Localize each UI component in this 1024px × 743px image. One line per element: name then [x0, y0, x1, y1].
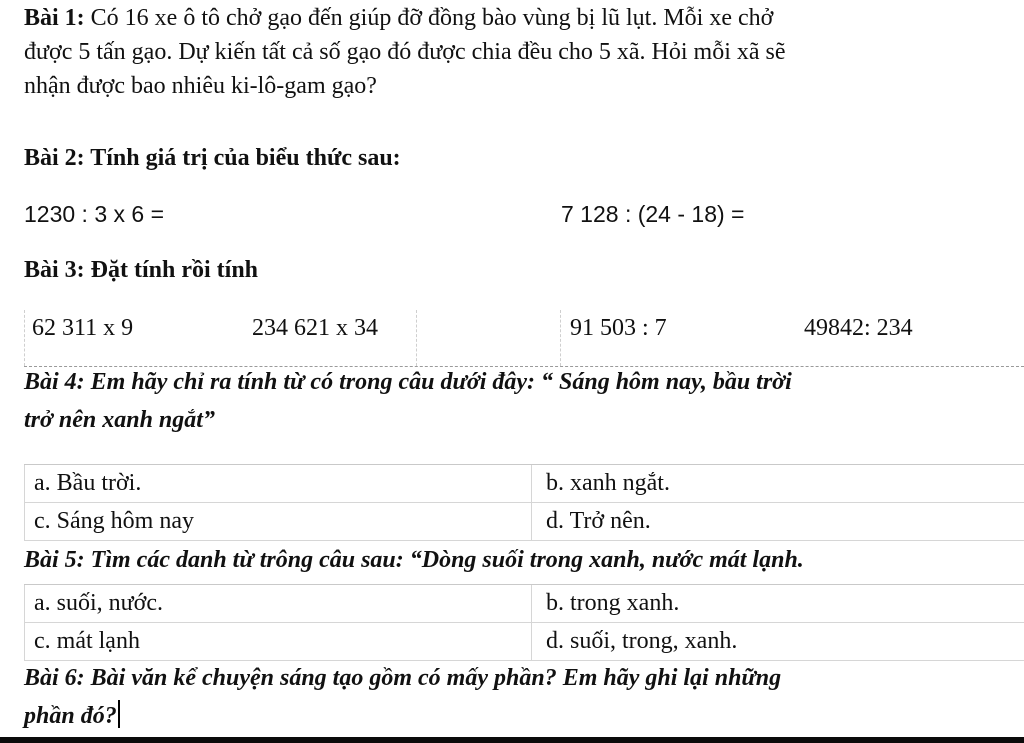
calc-item-3: 91 503 : 7 — [570, 315, 667, 341]
exercise-6-line-1: Bài 6: Bài văn kể chuyện sáng tạo gồm có mấy phần? Em hãy ghi lại những — [24, 665, 782, 691]
exercise-4-question — [24, 366, 1014, 442]
exercise-1-label: Bài 1: — [24, 5, 85, 31]
option-c: c. mát lạnh — [34, 628, 140, 654]
text-cursor — [118, 700, 120, 728]
exercise-6-line-2-text: phần đó? — [24, 703, 117, 729]
exercise-1-line-2: được 5 tấn gạo. Dự kiến tất cả số gạo đó được chia đều cho 5 xã. Hỏi mỗi xã sẽ — [24, 39, 786, 65]
exercise-1-line-3: nhận được bao nhiêu ki-lô-gam gạo? — [24, 73, 377, 99]
option-row — [24, 465, 1024, 503]
exercise-5-question: Bài 5: Tìm các danh từ trông câu sau: “Dòng suối trong xanh, nước mát lạnh. — [24, 547, 804, 573]
exercise-1-text-1: Có 16 xe ô tô chở gạo đến giúp đỡ đồng bào vùng bị lũ lụt. Mỗi xe chở — [90, 5, 774, 31]
exercise-3-title: Bài 3: Đặt tính rồi tính — [24, 257, 259, 283]
option-a: a. suối, nước. — [34, 590, 164, 616]
option-row — [24, 623, 1024, 661]
expression-2: 7 128 : (24 - 18) = — [561, 201, 745, 227]
exercise-6-line-2 — [24, 700, 1014, 738]
exercise-4-line-1: Bài 4: Em hãy chỉ ra tính từ có trong câu dưới đây: “ Sáng hôm nay, bầu trời — [24, 369, 792, 395]
bottom-border — [0, 737, 1024, 743]
calc-item-4: 49842: 234 — [804, 315, 913, 341]
option-b: b. trong xanh. — [546, 590, 680, 616]
option-d: d. Trở nên. — [546, 508, 651, 534]
option-b: b. xanh ngắt. — [546, 470, 670, 496]
exercise-5-options — [24, 584, 1024, 661]
calc-cell-2 — [416, 310, 561, 366]
exercise-1 — [24, 2, 1014, 104]
exercise-6-question — [24, 662, 1014, 738]
calculation-table — [24, 310, 1024, 367]
expression-1: 1230 : 3 x 6 = — [24, 201, 165, 227]
option-row — [24, 503, 1024, 541]
calc-item-2: 234 621 x 34 — [252, 315, 378, 341]
option-row — [24, 585, 1024, 623]
calc-item-1: 62 311 x 9 — [32, 315, 134, 341]
exercise-2-title: Bài 2: Tính giá trị của biểu thức sau: — [24, 145, 401, 171]
option-c: c. Sáng hôm nay — [34, 508, 194, 534]
option-d: d. suối, trong, xanh. — [546, 628, 738, 654]
exercise-4-line-2: trở nên xanh ngắt” — [24, 407, 215, 433]
exercise-4-options — [24, 464, 1024, 541]
option-a: a. Bầu trời. — [34, 470, 142, 496]
exercise-1-line-1 — [24, 2, 1014, 36]
